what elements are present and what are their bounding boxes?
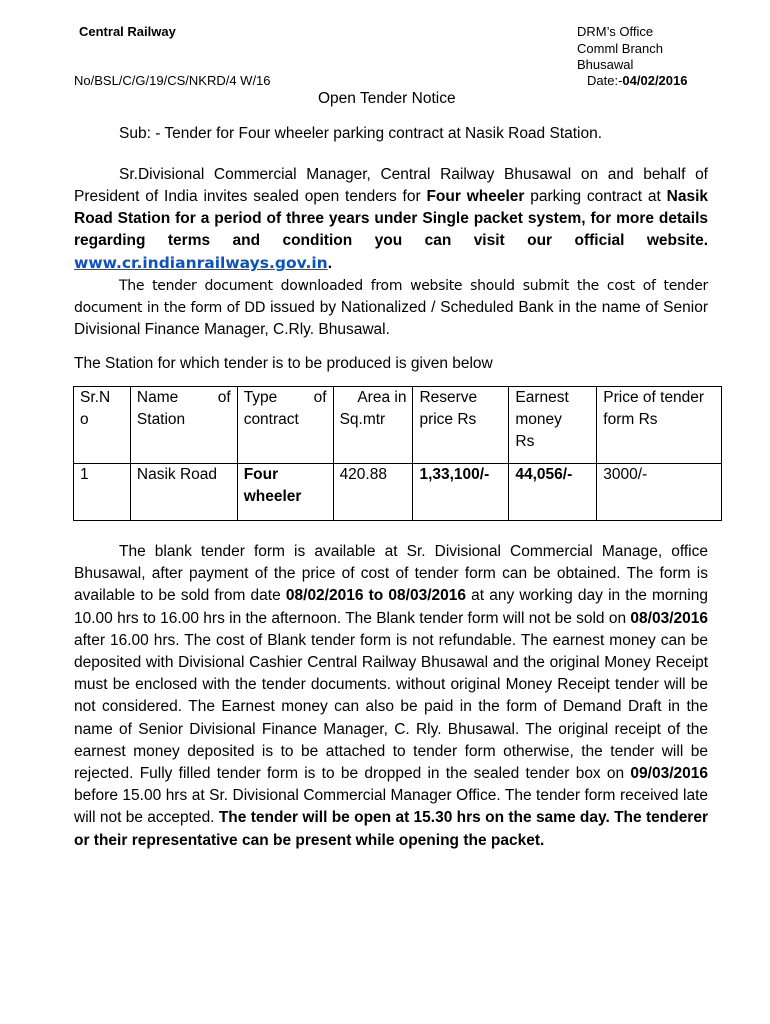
opening-notice: The tender will be open at 15.30 hrs on the same day. The tenderer or their representative can be present while opening the packet. bbox=[74, 809, 708, 849]
date-label: Date:- bbox=[587, 73, 623, 88]
header-price: Price of tender form Rs bbox=[597, 387, 722, 464]
page-title: Open Tender Notice bbox=[318, 90, 456, 107]
para3-text-1: The blank tender form is available at Sr. Divisional Commercial Manage, office Bhusawal, after payment of the price of cost of tender form can be obtained. The form is available to be sold from date bbox=[74, 543, 708, 605]
instructions-paragraph bbox=[74, 541, 708, 852]
para3-text-3: after 16.00 hrs. The cost of Blank tender form is not refundable. The earnest money can be deposited with Divisional Cashier Central Railway Bhusawal and the original Money Receipt must be enclosed with the tender documents. without original Money Receipt tender will be not considered. The Earnest money can also be paid in the form of Demand Draft in the name of Senior Divisional Finance Manager, C. Rly. Bhusawal. The original receipt of the earnest money deposited is to be attached to tender form otherwise, the tender will be rejected. Fully filled tender form is to be dropped in the sealed tender box on bbox=[74, 631, 708, 783]
header-srno: Sr.N o bbox=[74, 387, 131, 464]
cell-price: 3000/- bbox=[597, 464, 722, 521]
tender-table bbox=[73, 386, 722, 521]
office-line-3: Bhusawal bbox=[577, 57, 634, 72]
header-reserve: Reserve price Rs bbox=[413, 387, 509, 464]
last-sale-date: 08/03/2016 bbox=[630, 609, 708, 627]
header-area: Area in Sq.mtr bbox=[333, 387, 413, 464]
para1-bold-2: Nasik Road Station for a period of three years under Single packet system, for more details regarding terms and condition you can visit our official website. bbox=[74, 188, 709, 249]
cell-area: 420.88 bbox=[333, 464, 413, 521]
submission-date: 09/03/2016 bbox=[630, 765, 708, 783]
invitation-paragraph bbox=[74, 164, 708, 275]
payment-paragraph bbox=[74, 275, 708, 341]
org-name: Central Railway bbox=[79, 24, 176, 39]
table-row bbox=[74, 464, 722, 521]
para3-text-2: at any working day in the morning 10.00 hrs to 16.00 hrs in the afternoon. The Blank tender form will not be sold on bbox=[74, 587, 708, 627]
cell-earnest: 44,056/- bbox=[509, 464, 597, 521]
notice-date bbox=[587, 73, 687, 88]
office-line-1: DRM’s Office bbox=[577, 24, 654, 39]
para2-text-2: issued by Nationalized / Scheduled Bank in the name of Senior Divisional Finance Manager, C.Rly. Bhusawal. bbox=[74, 299, 708, 338]
header-type: Type of contract bbox=[237, 387, 333, 464]
cell-reserve: 1,33,100/- bbox=[413, 464, 509, 521]
header-station: Name of Station bbox=[130, 387, 237, 464]
station-intro: The Station for which tender is to be produced is given below bbox=[74, 355, 493, 372]
para1-text-2: parking contract at bbox=[524, 188, 667, 205]
sale-dates: 08/02/2016 to 08/03/2016 bbox=[285, 587, 466, 605]
subject-line: Sub: - Tender for Four wheeler parking contract at Nasik Road Station. bbox=[119, 125, 603, 142]
para2-text-1: The tender document downloaded from website should submit the cost of tender document in the form of DD bbox=[74, 278, 708, 316]
office-line-2: Comml Branch bbox=[577, 40, 663, 56]
table-header-row bbox=[74, 387, 722, 464]
para3-text-4: before 15.00 hrs at Sr. Divisional Commercial Manager Office. The tender form received late will not be accepted. bbox=[74, 787, 708, 827]
website-link[interactable]: www.cr.indianrailways.gov.in bbox=[74, 254, 328, 272]
reference-number: No/BSL/C/G/19/CS/NKRD/4 W/16 bbox=[74, 73, 271, 88]
para1-end: . bbox=[327, 255, 332, 272]
date-value: 04/02/2016 bbox=[622, 73, 688, 88]
cell-station: Nasik Road bbox=[130, 464, 237, 521]
para1-text-1: Sr.Divisional Commercial Manager, Central Railway Bhusawal on and behalf of President of India invites sealed open tenders for bbox=[74, 166, 708, 205]
office-address bbox=[577, 24, 663, 74]
cell-srno: 1 bbox=[74, 464, 131, 521]
header-earnest: Earnest money Rs bbox=[509, 387, 597, 464]
para1-bold-1: Four wheeler bbox=[426, 188, 525, 205]
cell-type: Four wheeler bbox=[237, 464, 333, 521]
